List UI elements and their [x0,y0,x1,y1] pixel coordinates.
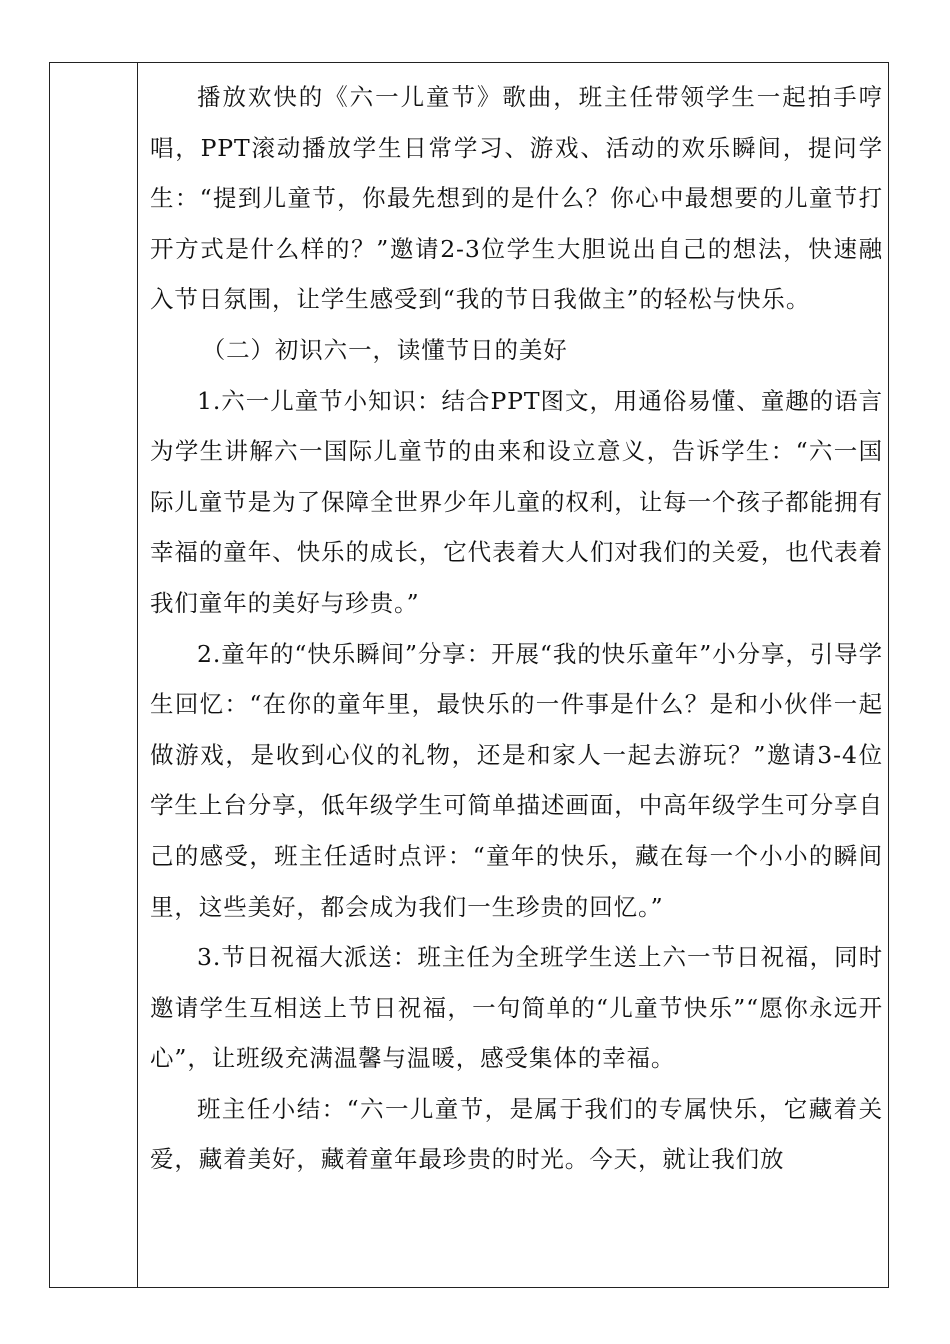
section-heading: （二）初识六一，读懂节日的美好 [201,335,568,364]
paragraph-knowledge: 1.六一儿童节小知识：结合PPT图文，用通俗易懂、童趣的语言为学生讲解六一国际儿童节的由来和设立意义，告诉学生：“六一国际儿童节是为了保障全世界少年儿童的权利，让每一个孩子都能拥有幸福的童年、快乐的成长，它代表着大人们对我们的关爱，也代表着我们童年的美好与珍贵。” [150,386,883,617]
paragraph-blessing: 3.节日祝福大派送：班主任为全班学生送上六一节日祝福，同时邀请学生互相送上节日祝福，一句简单的“儿童节快乐”“愿你永远开心”，让班级充满温馨与温暖，感受集体的幸福。 [150,943,883,1073]
paragraph-sharing: 2.童年的“快乐瞬间”分享：开展“我的快乐童年”小分享，引导学生回忆：“在你的童年里，最快乐的一件事是什么？是和小伙伴一起做游戏，是收到心仪的礼物，还是和家人一起去游玩？”邀请3-4位学生上台分享，低年级学生可简单描述画面，中高年级学生可分享自己的感受，班主任适时点评：“童年的快乐，藏在每一个小小的瞬间里，这些美好，都会成为我们一生珍贵的回忆。” [150,639,883,921]
paragraph-warmup: 播放欢快的《六一儿童节》歌曲，班主任带领学生一起拍手哼唱，PPT滚动播放学生日常学习、游戏、活动的欢乐瞬间，提问学生：“提到儿童节，你最先想到的是什么？你心中最想要的儿童节打开方式是什么样的？”邀请2-3位学生大胆说出自己的想法，快速融入节日氛围，让学生感受到“我的节日我做主”的轻松与快乐。 [150,83,883,314]
lesson-plan-table [49,62,889,1288]
label-column [50,63,138,1287]
content-cell [150,72,883,1185]
paragraph-summary: 班主任小结：“六一儿童节，是属于我们的专属快乐，它藏着关爱，藏着美好，藏着童年最珍贵的时光。今天，就让我们放 [150,1094,883,1174]
